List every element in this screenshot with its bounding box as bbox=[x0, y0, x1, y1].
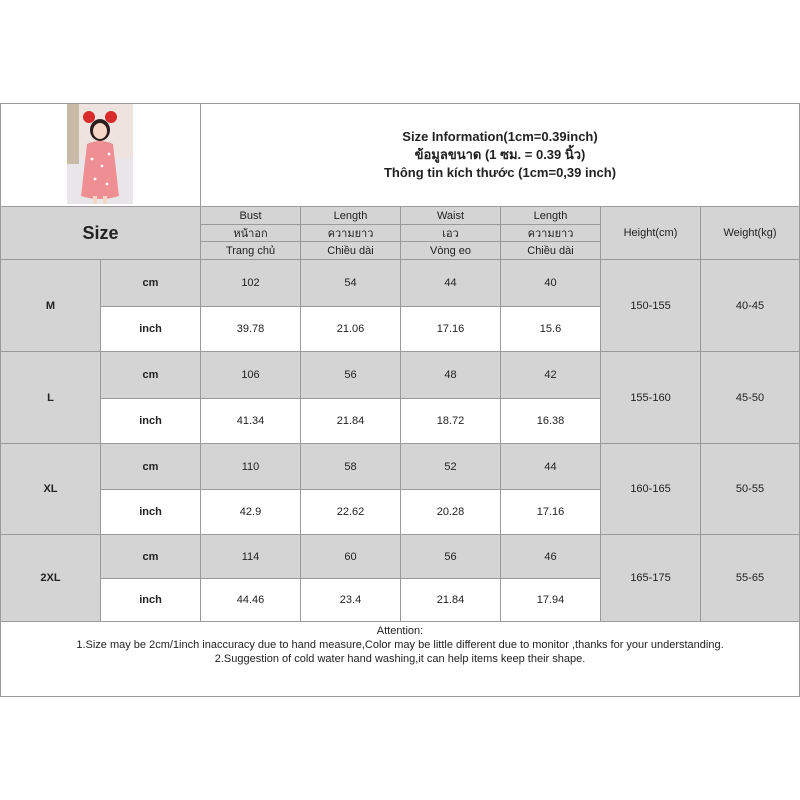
unit-cm-label: cm bbox=[100, 443, 201, 490]
attention-box bbox=[0, 621, 800, 697]
col-height: Height(cm) bbox=[600, 206, 701, 260]
height-range: 155-160 bbox=[600, 351, 701, 444]
col-bust-line1: Bust bbox=[200, 206, 301, 225]
col-length-line3: Chiều dài bbox=[300, 241, 401, 260]
col-bust-line2: หน้าอก bbox=[200, 224, 301, 242]
info-line-th: ข้อมูลขนาด (1 ซม. = 0.39 นิ้ว) bbox=[414, 147, 586, 162]
cm-value: 56 bbox=[400, 534, 501, 579]
unit-cm-label: cm bbox=[100, 351, 201, 399]
inch-value: 17.94 bbox=[500, 578, 601, 622]
inch-value: 17.16 bbox=[400, 306, 501, 352]
info-line-vi: Thông tin kích thước (1cm=0,39 inch) bbox=[383, 165, 617, 180]
col-waist-line1: Waist bbox=[400, 206, 501, 225]
inch-value: 15.6 bbox=[500, 306, 601, 352]
inch-value: 17.16 bbox=[500, 489, 601, 535]
inch-value: 16.38 bbox=[500, 398, 601, 444]
col-length-line1: Length bbox=[300, 206, 401, 225]
cm-value: 40 bbox=[500, 259, 601, 307]
weight-range: 55-65 bbox=[700, 534, 800, 622]
cm-value: 46 bbox=[500, 534, 601, 579]
size-label: M bbox=[0, 259, 101, 352]
col-length2-line1: Length bbox=[500, 206, 601, 225]
cm-value: 60 bbox=[300, 534, 401, 579]
cm-value: 58 bbox=[300, 443, 401, 490]
cm-value: 52 bbox=[400, 443, 501, 490]
info-line-en: Size Information(1cm=0.39inch) bbox=[402, 129, 598, 144]
attention-title: Attention: bbox=[376, 625, 424, 637]
size-information-header bbox=[200, 103, 800, 207]
cm-value: 110 bbox=[200, 443, 301, 490]
unit-cm-label: cm bbox=[100, 259, 201, 307]
inch-value: 18.72 bbox=[400, 398, 501, 444]
size-header: Size bbox=[0, 206, 201, 260]
weight-range: 50-55 bbox=[700, 443, 800, 535]
unit-inch-label: inch bbox=[100, 306, 201, 352]
unit-inch-label: inch bbox=[100, 398, 201, 444]
inch-value: 22.62 bbox=[300, 489, 401, 535]
cm-value: 42 bbox=[500, 351, 601, 399]
unit-inch-label: inch bbox=[100, 489, 201, 535]
height-range: 165-175 bbox=[600, 534, 701, 622]
weight-range: 40-45 bbox=[700, 259, 800, 352]
unit-cm-label: cm bbox=[100, 534, 201, 579]
col-waist-line3: Vòng eo bbox=[400, 241, 501, 260]
col-waist-line2: เอว bbox=[400, 224, 501, 242]
col-length2-line2: ความยาว bbox=[500, 224, 601, 242]
unit-inch-label: inch bbox=[100, 578, 201, 622]
inch-value: 23.4 bbox=[300, 578, 401, 622]
inch-value: 21.84 bbox=[400, 578, 501, 622]
height-range: 160-165 bbox=[600, 443, 701, 535]
col-length2-line3: Chiều dài bbox=[500, 241, 601, 260]
col-bust-line3: Trang chủ bbox=[200, 241, 301, 260]
inch-value: 21.84 bbox=[300, 398, 401, 444]
attention-line-1: 1.Size may be 2cm/1inch inaccuracy due to hand measure,Color may be little different due to monitor ,thanks for your understanding. bbox=[76, 639, 724, 651]
inch-value: 20.28 bbox=[400, 489, 501, 535]
inch-value: 39.78 bbox=[200, 306, 301, 352]
size-label: 2XL bbox=[0, 534, 101, 622]
cm-value: 102 bbox=[200, 259, 301, 307]
cm-value: 54 bbox=[300, 259, 401, 307]
col-weight: Weight(kg) bbox=[700, 206, 800, 260]
height-range: 150-155 bbox=[600, 259, 701, 352]
col-length-line2: ความยาว bbox=[300, 224, 401, 242]
inch-value: 44.46 bbox=[200, 578, 301, 622]
cm-value: 56 bbox=[300, 351, 401, 399]
inch-value: 21.06 bbox=[300, 306, 401, 352]
cm-value: 114 bbox=[200, 534, 301, 579]
cm-value: 48 bbox=[400, 351, 501, 399]
product-photo bbox=[67, 104, 133, 204]
cm-value: 44 bbox=[400, 259, 501, 307]
inch-value: 42.9 bbox=[200, 489, 301, 535]
size-label: L bbox=[0, 351, 101, 444]
cm-value: 106 bbox=[200, 351, 301, 399]
weight-range: 45-50 bbox=[700, 351, 800, 444]
attention-line-2: 2.Suggestion of cold water hand washing,it can help items keep their shape. bbox=[214, 653, 586, 665]
size-label: XL bbox=[0, 443, 101, 535]
inch-value: 41.34 bbox=[200, 398, 301, 444]
cm-value: 44 bbox=[500, 443, 601, 490]
